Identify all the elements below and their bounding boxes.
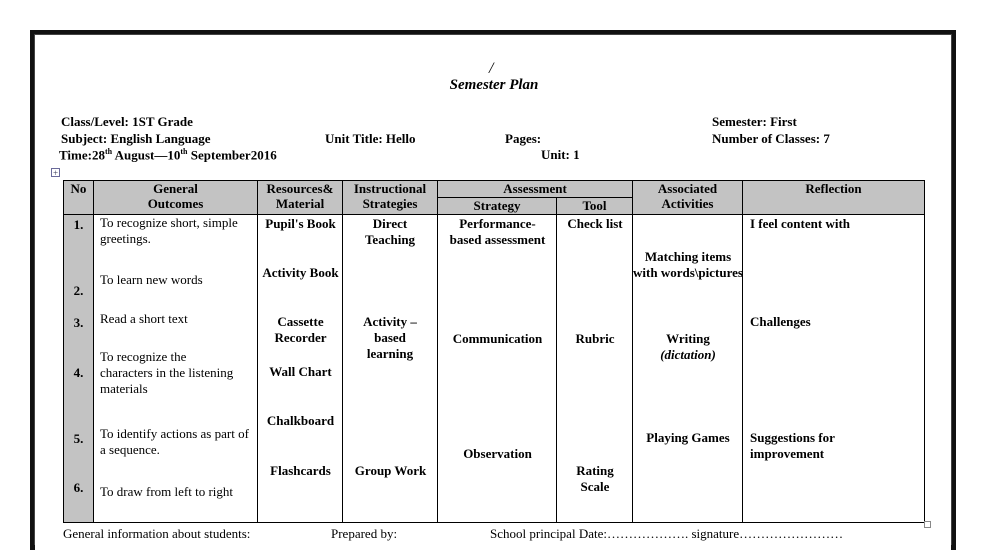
outcome-item: To draw from left to right bbox=[100, 484, 234, 499]
number-of-classes: Number of Classes: 7 bbox=[712, 131, 830, 146]
outcome-item: To recognize the characters in the listening materials bbox=[100, 349, 234, 396]
reflection-column bbox=[743, 215, 925, 523]
outcomes-column bbox=[94, 215, 258, 523]
tool-item: Check list bbox=[567, 216, 623, 231]
pages: Pages: bbox=[505, 131, 542, 146]
pen-mark: / bbox=[489, 60, 494, 77]
semester-plan-table bbox=[63, 180, 925, 523]
resource-item: Chalkboard bbox=[266, 413, 335, 428]
header-resources-line1: Resources& bbox=[266, 181, 334, 196]
time-mid: August—10 bbox=[112, 147, 181, 163]
header-strategies-line2: Strategies bbox=[362, 196, 418, 211]
header-resources-line2: Material bbox=[275, 196, 325, 211]
row-number: 3. bbox=[73, 315, 84, 330]
assessment-strategy-column bbox=[438, 215, 557, 523]
footer-prepared-by: Prepared by: bbox=[331, 526, 398, 541]
header-tool: Tool bbox=[557, 198, 633, 215]
resources-column bbox=[258, 215, 343, 523]
activity-item-writing-note: (dictation) bbox=[660, 347, 716, 362]
tool-column bbox=[557, 215, 633, 523]
strategies-column bbox=[343, 215, 438, 523]
row-number: 5. bbox=[73, 431, 84, 446]
strategy-item: Group Work bbox=[354, 463, 427, 478]
header-activities-line1: Associated bbox=[657, 181, 718, 196]
time-suffix: September2016 bbox=[187, 147, 277, 163]
header-activities bbox=[633, 181, 743, 215]
strategy-item: Direct Teaching bbox=[364, 216, 416, 247]
header-strategies bbox=[343, 181, 438, 215]
tool-item: Rubric bbox=[575, 331, 615, 346]
header-no: No bbox=[64, 181, 94, 215]
header-strategies-line1: Instructional bbox=[353, 181, 427, 196]
semester: Semester: First bbox=[712, 114, 797, 129]
row-number: 6. bbox=[73, 480, 84, 495]
header-resources bbox=[258, 181, 343, 215]
header-assessment: Assessment bbox=[438, 181, 633, 198]
header-outcomes-line2: Outcomes bbox=[147, 196, 204, 211]
resource-item: Activity Book bbox=[262, 265, 339, 280]
outcome-item: Read a short text bbox=[100, 311, 188, 326]
footer-general-info: General information about students: bbox=[63, 526, 251, 541]
time-sup-2: th bbox=[180, 147, 188, 156]
resource-item: Wall Chart bbox=[269, 364, 332, 379]
time-sup-1: th bbox=[104, 147, 113, 156]
outcome-item: To learn new words bbox=[100, 272, 203, 287]
activity-item-matching: Matching items with words\pictures bbox=[633, 249, 743, 280]
header-outcomes-line1: General bbox=[153, 181, 198, 196]
time-prefix: Time:28 bbox=[59, 147, 105, 163]
outcome-item: To identify actions as part of a sequence. bbox=[100, 426, 249, 457]
resource-item: Pupil's Book bbox=[265, 216, 336, 231]
assessment-strategy-item: Observation bbox=[463, 446, 532, 461]
document-title: Semester Plan bbox=[449, 77, 539, 93]
resource-item: Cassette Recorder bbox=[274, 314, 327, 345]
header-outcomes bbox=[94, 181, 258, 215]
header-strategy: Strategy bbox=[438, 198, 557, 215]
tool-item: Rating Scale bbox=[576, 463, 614, 494]
class-level: Class/Level: 1ST Grade bbox=[61, 114, 193, 129]
activity-item-games: Playing Games bbox=[646, 430, 730, 445]
numbers-column bbox=[64, 215, 94, 523]
outcome-item: To recognize short, simple greetings. bbox=[100, 215, 238, 246]
unit-title: Unit Title: Hello bbox=[325, 131, 416, 146]
resource-item: Flashcards bbox=[270, 463, 331, 478]
table-move-handle-icon[interactable]: + bbox=[52, 168, 59, 178]
table-resize-handle-icon[interactable] bbox=[924, 521, 931, 528]
unit-number: Unit: 1 bbox=[541, 147, 580, 162]
strategy-item: Activity – based learning bbox=[363, 314, 417, 361]
header-reflection: Reflection bbox=[743, 181, 925, 215]
reflection-item: Suggestions for improvement bbox=[750, 430, 835, 461]
assessment-strategy-item: Communication bbox=[452, 331, 543, 346]
footer-principal: School principal Date:………………. signature…………………… bbox=[490, 526, 844, 541]
assessment-strategy-item: Performance-based assessment bbox=[449, 216, 546, 247]
reflection-item: Challenges bbox=[750, 314, 811, 329]
row-number: 4. bbox=[73, 365, 84, 380]
row-number: 1. bbox=[73, 217, 84, 232]
header-activities-line2: Activities bbox=[661, 196, 714, 211]
time-range bbox=[59, 147, 277, 163]
row-number: 2. bbox=[73, 283, 84, 298]
activities-column bbox=[633, 215, 743, 523]
subject: Subject: English Language bbox=[61, 131, 211, 146]
reflection-item: I feel content with bbox=[750, 216, 851, 231]
activity-item-writing: Writing bbox=[666, 331, 710, 346]
